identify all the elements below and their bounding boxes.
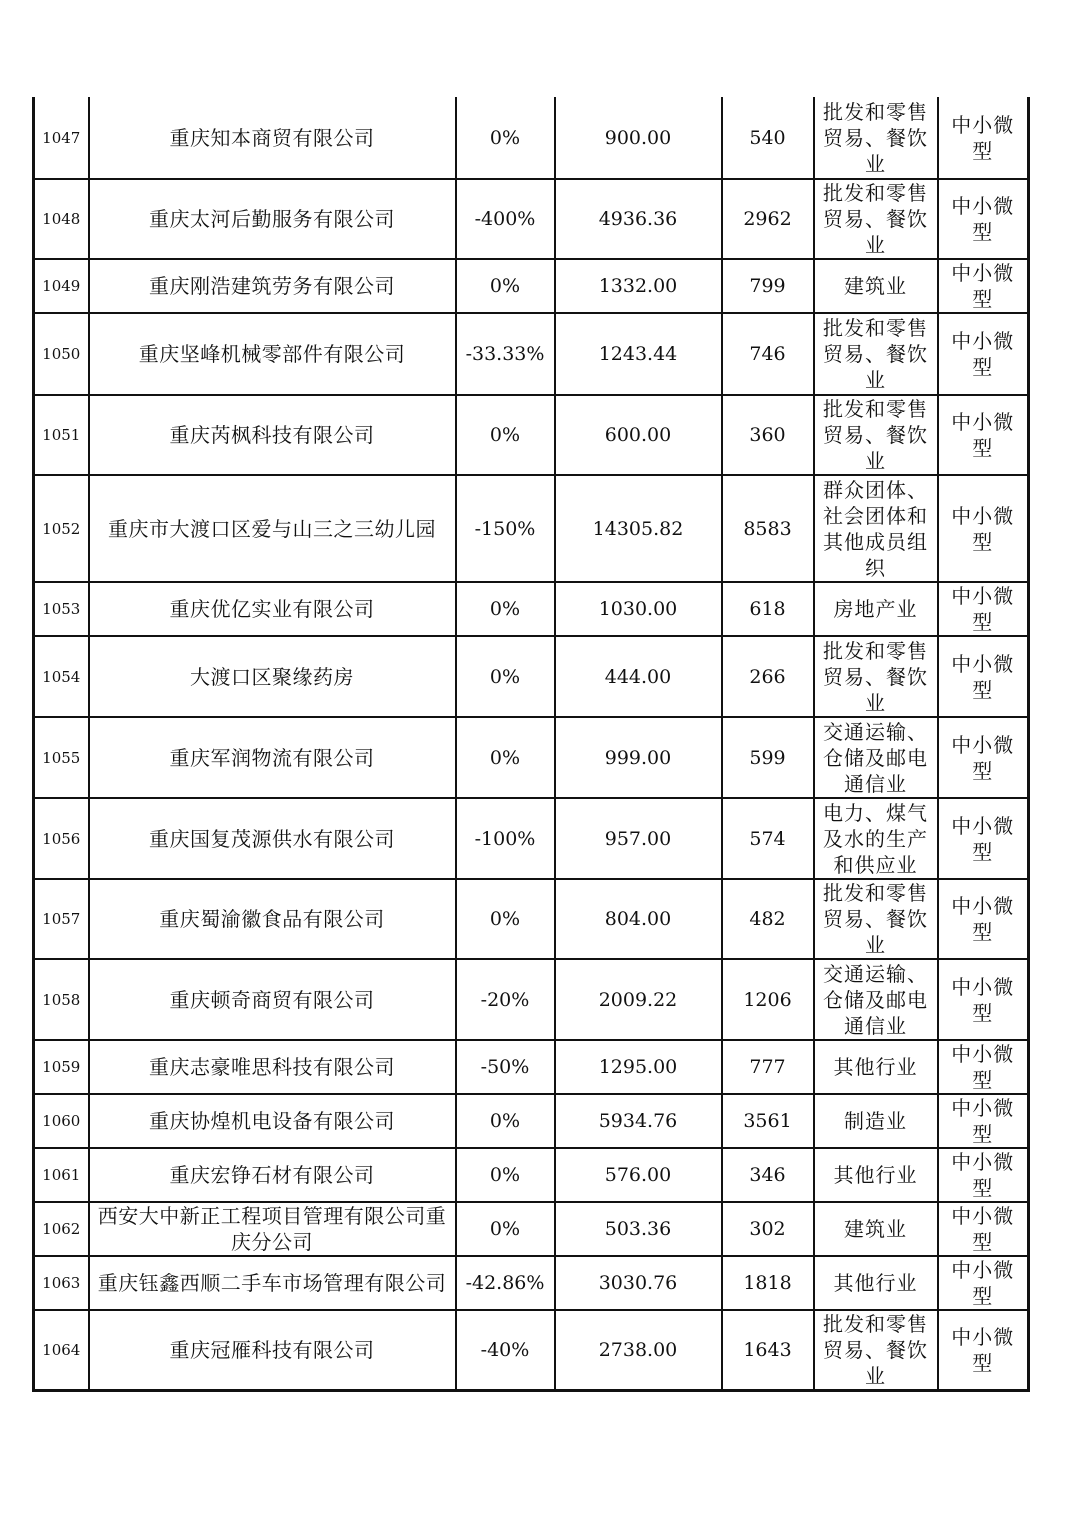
industry-cell: 房地产业 xyxy=(814,582,938,636)
company-name-cell: 重庆协煌机电设备有限公司 xyxy=(89,1094,456,1148)
amount-cell: 1332.00 xyxy=(555,259,722,313)
table-row xyxy=(34,97,1029,179)
enterprise-scale-cell: 中小微型 xyxy=(938,959,1029,1040)
industry-cell: 批发和零售贸易、餐饮业 xyxy=(814,879,938,959)
change-rate-cell: -33.33% xyxy=(456,313,555,395)
industry-cell: 批发和零售贸易、餐饮业 xyxy=(814,179,938,259)
row-number-cell: 1063 xyxy=(34,1256,89,1310)
enterprise-scale-cell: 中小微型 xyxy=(938,1310,1029,1391)
enterprise-scale-cell: 中小微型 xyxy=(938,582,1029,636)
enterprise-scale-cell: 中小微型 xyxy=(938,179,1029,259)
company-name-cell: 重庆知本商贸有限公司 xyxy=(89,97,456,179)
value-cell: 618 xyxy=(722,582,814,636)
row-number-cell: 1054 xyxy=(34,636,89,717)
industry-cell: 交通运输、仓储及邮电通信业 xyxy=(814,717,938,798)
row-number-cell: 1055 xyxy=(34,717,89,798)
amount-cell: 957.00 xyxy=(555,798,722,879)
industry-cell: 建筑业 xyxy=(814,259,938,313)
enterprise-scale-cell: 中小微型 xyxy=(938,1202,1029,1256)
value-cell: 3561 xyxy=(722,1094,814,1148)
row-number-cell: 1051 xyxy=(34,395,89,475)
company-name-cell: 重庆顿奇商贸有限公司 xyxy=(89,959,456,1040)
value-cell: 346 xyxy=(722,1148,814,1202)
row-number-cell: 1060 xyxy=(34,1094,89,1148)
table-row xyxy=(34,959,1029,1040)
amount-cell: 5934.76 xyxy=(555,1094,722,1148)
amount-cell: 14305.82 xyxy=(555,475,722,582)
industry-cell: 其他行业 xyxy=(814,1040,938,1094)
enterprise-scale-cell: 中小微型 xyxy=(938,475,1029,582)
amount-cell: 576.00 xyxy=(555,1148,722,1202)
value-cell: 746 xyxy=(722,313,814,395)
change-rate-cell: -400% xyxy=(456,179,555,259)
amount-cell: 4936.36 xyxy=(555,179,722,259)
change-rate-cell: -100% xyxy=(456,798,555,879)
industry-cell: 其他行业 xyxy=(814,1256,938,1310)
table-body xyxy=(34,97,1029,1391)
company-name-cell: 重庆太河后勤服务有限公司 xyxy=(89,179,456,259)
change-rate-cell: 0% xyxy=(456,636,555,717)
change-rate-cell: 0% xyxy=(456,259,555,313)
table-row xyxy=(34,1310,1029,1391)
industry-cell: 其他行业 xyxy=(814,1148,938,1202)
amount-cell: 804.00 xyxy=(555,879,722,959)
enterprise-scale-cell: 中小微型 xyxy=(938,395,1029,475)
row-number-cell: 1050 xyxy=(34,313,89,395)
amount-cell: 3030.76 xyxy=(555,1256,722,1310)
table-row xyxy=(34,879,1029,959)
change-rate-cell: -50% xyxy=(456,1040,555,1094)
row-number-cell: 1048 xyxy=(34,179,89,259)
amount-cell: 2009.22 xyxy=(555,959,722,1040)
amount-cell: 503.36 xyxy=(555,1202,722,1256)
row-number-cell: 1061 xyxy=(34,1148,89,1202)
company-name-cell: 重庆军润物流有限公司 xyxy=(89,717,456,798)
value-cell: 777 xyxy=(722,1040,814,1094)
value-cell: 2962 xyxy=(722,179,814,259)
company-name-cell: 西安大中新正工程项目管理有限公司重庆分公司 xyxy=(89,1202,456,1256)
value-cell: 574 xyxy=(722,798,814,879)
table-row xyxy=(34,395,1029,475)
industry-cell: 电力、煤气及水的生产和供应业 xyxy=(814,798,938,879)
value-cell: 799 xyxy=(722,259,814,313)
table-row xyxy=(34,717,1029,798)
amount-cell: 900.00 xyxy=(555,97,722,179)
change-rate-cell: -150% xyxy=(456,475,555,582)
enterprise-scale-cell: 中小微型 xyxy=(938,1256,1029,1310)
change-rate-cell: -20% xyxy=(456,959,555,1040)
value-cell: 1818 xyxy=(722,1256,814,1310)
industry-cell: 交通运输、仓储及邮电通信业 xyxy=(814,959,938,1040)
change-rate-cell: 0% xyxy=(456,582,555,636)
enterprise-scale-cell: 中小微型 xyxy=(938,636,1029,717)
table-row xyxy=(34,179,1029,259)
row-number-cell: 1064 xyxy=(34,1310,89,1391)
company-name-cell: 重庆芮枫科技有限公司 xyxy=(89,395,456,475)
industry-cell: 批发和零售贸易、餐饮业 xyxy=(814,97,938,179)
amount-cell: 999.00 xyxy=(555,717,722,798)
industry-cell: 批发和零售贸易、餐饮业 xyxy=(814,395,938,475)
value-cell: 540 xyxy=(722,97,814,179)
value-cell: 1206 xyxy=(722,959,814,1040)
row-number-cell: 1059 xyxy=(34,1040,89,1094)
change-rate-cell: 0% xyxy=(456,97,555,179)
row-number-cell: 1047 xyxy=(34,97,89,179)
change-rate-cell: -40% xyxy=(456,1310,555,1391)
value-cell: 599 xyxy=(722,717,814,798)
enterprise-scale-cell: 中小微型 xyxy=(938,798,1029,879)
company-name-cell: 重庆宏铮石材有限公司 xyxy=(89,1148,456,1202)
enterprise-scale-cell: 中小微型 xyxy=(938,1148,1029,1202)
row-number-cell: 1058 xyxy=(34,959,89,1040)
data-table xyxy=(32,97,1030,1392)
industry-cell: 建筑业 xyxy=(814,1202,938,1256)
value-cell: 266 xyxy=(722,636,814,717)
table-row xyxy=(34,259,1029,313)
row-number-cell: 1057 xyxy=(34,879,89,959)
table-row xyxy=(34,1256,1029,1310)
value-cell: 302 xyxy=(722,1202,814,1256)
row-number-cell: 1053 xyxy=(34,582,89,636)
enterprise-scale-cell: 中小微型 xyxy=(938,259,1029,313)
company-name-cell: 重庆刚浩建筑劳务有限公司 xyxy=(89,259,456,313)
industry-cell: 批发和零售贸易、餐饮业 xyxy=(814,636,938,717)
amount-cell: 1030.00 xyxy=(555,582,722,636)
change-rate-cell: 0% xyxy=(456,1094,555,1148)
enterprise-scale-cell: 中小微型 xyxy=(938,313,1029,395)
change-rate-cell: 0% xyxy=(456,879,555,959)
company-name-cell: 重庆坚峰机械零部件有限公司 xyxy=(89,313,456,395)
industry-cell: 批发和零售贸易、餐饮业 xyxy=(814,313,938,395)
industry-cell: 群众团体、社会团体和其他成员组织 xyxy=(814,475,938,582)
company-name-cell: 大渡口区聚缘药房 xyxy=(89,636,456,717)
value-cell: 1643 xyxy=(722,1310,814,1391)
change-rate-cell: -42.86% xyxy=(456,1256,555,1310)
change-rate-cell: 0% xyxy=(456,395,555,475)
table-row xyxy=(34,1148,1029,1202)
row-number-cell: 1049 xyxy=(34,259,89,313)
enterprise-scale-cell: 中小微型 xyxy=(938,879,1029,959)
amount-cell: 444.00 xyxy=(555,636,722,717)
industry-cell: 制造业 xyxy=(814,1094,938,1148)
amount-cell: 600.00 xyxy=(555,395,722,475)
value-cell: 8583 xyxy=(722,475,814,582)
row-number-cell: 1052 xyxy=(34,475,89,582)
row-number-cell: 1056 xyxy=(34,798,89,879)
table-row xyxy=(34,1094,1029,1148)
table-row xyxy=(34,475,1029,582)
company-name-cell: 重庆蜀渝徽食品有限公司 xyxy=(89,879,456,959)
company-name-cell: 重庆市大渡口区爱与山三之三幼儿园 xyxy=(89,475,456,582)
table-row xyxy=(34,1202,1029,1256)
company-name-cell: 重庆冠雁科技有限公司 xyxy=(89,1310,456,1391)
table-row xyxy=(34,1040,1029,1094)
value-cell: 360 xyxy=(722,395,814,475)
row-number-cell: 1062 xyxy=(34,1202,89,1256)
change-rate-cell: 0% xyxy=(456,1148,555,1202)
table-row xyxy=(34,636,1029,717)
enterprise-scale-cell: 中小微型 xyxy=(938,1040,1029,1094)
company-name-cell: 重庆优亿实业有限公司 xyxy=(89,582,456,636)
table-row xyxy=(34,313,1029,395)
company-name-cell: 重庆志豪唯思科技有限公司 xyxy=(89,1040,456,1094)
industry-cell: 批发和零售贸易、餐饮业 xyxy=(814,1310,938,1391)
value-cell: 482 xyxy=(722,879,814,959)
table-row xyxy=(34,582,1029,636)
amount-cell: 2738.00 xyxy=(555,1310,722,1391)
enterprise-scale-cell: 中小微型 xyxy=(938,1094,1029,1148)
company-name-cell: 重庆钰鑫西顺二手车市场管理有限公司 xyxy=(89,1256,456,1310)
table-row xyxy=(34,798,1029,879)
change-rate-cell: 0% xyxy=(456,1202,555,1256)
company-name-cell: 重庆国复茂源供水有限公司 xyxy=(89,798,456,879)
change-rate-cell: 0% xyxy=(456,717,555,798)
amount-cell: 1295.00 xyxy=(555,1040,722,1094)
amount-cell: 1243.44 xyxy=(555,313,722,395)
enterprise-scale-cell: 中小微型 xyxy=(938,717,1029,798)
enterprise-scale-cell: 中小微型 xyxy=(938,97,1029,179)
